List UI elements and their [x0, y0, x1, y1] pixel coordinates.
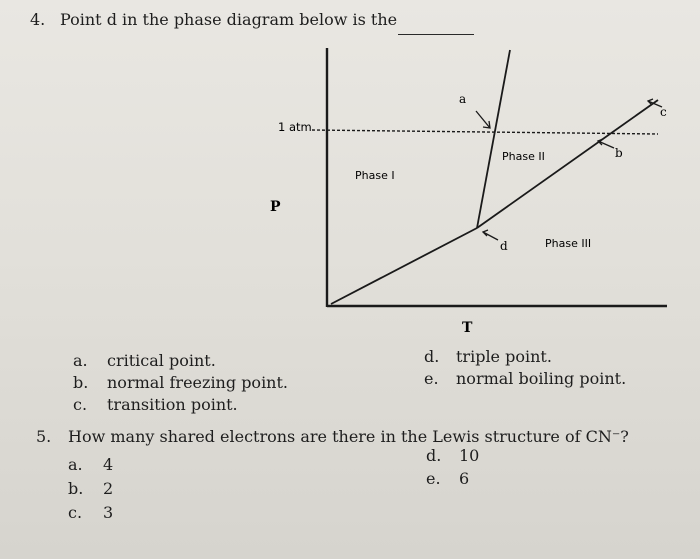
point-a-label: a: [459, 92, 467, 106]
vaporization-curve: [477, 100, 658, 228]
q4-option-e-text: normal boiling point.: [456, 369, 627, 388]
q4-option-d-text: triple point.: [456, 347, 552, 366]
point-a-arrow: [476, 111, 490, 128]
q5-option-e-letter: e.: [426, 469, 441, 488]
point-b-label: b: [615, 146, 623, 160]
q5-option-d-letter: d.: [426, 446, 442, 465]
question-5-number: 5.: [36, 427, 52, 446]
q4-option-d-letter: d.: [424, 347, 440, 366]
q4-option-b-letter: b.: [73, 373, 89, 392]
point-c-label: c: [660, 105, 667, 119]
point-d-arrow: [483, 232, 498, 240]
question-4-number: 4.: [30, 10, 46, 29]
point-b-arrow: [598, 141, 614, 148]
q5-option-c-text: 3: [103, 503, 114, 522]
q5-option-d-text: 10: [459, 446, 480, 465]
pressure-axis-label: P: [270, 199, 281, 215]
fusion-curve: [477, 50, 510, 228]
q5-option-c-letter: c.: [68, 503, 83, 522]
q5-option-e-text: 6: [459, 469, 470, 488]
phase-1-label: Phase I: [355, 169, 395, 182]
one-atm-label: 1 atm: [278, 120, 312, 134]
q4-option-b-text: normal freezing point.: [107, 373, 288, 392]
q4-option-a-text: critical point.: [107, 351, 216, 370]
question-4-prompt: Point d in the phase diagram below is the: [60, 10, 398, 29]
q5-option-b-letter: b.: [68, 479, 84, 498]
one-atm-dashed-line: [312, 130, 658, 134]
q5-option-a-letter: a.: [68, 455, 83, 474]
q5-option-a-text: 4: [103, 455, 114, 474]
q4-option-c-text: transition point.: [107, 395, 238, 414]
point-d-label: d: [500, 239, 508, 253]
q5-option-b-text: 2: [103, 479, 114, 498]
sublimation-curve: [331, 228, 477, 304]
q4-option-c-letter: c.: [73, 395, 88, 414]
temperature-axis-label: T: [462, 320, 473, 336]
q4-option-a-letter: a.: [73, 351, 88, 370]
phase-2-label: Phase II: [502, 150, 545, 163]
question-5-prompt: How many shared electrons are there in the Lewis structure of CN⁻?: [68, 427, 629, 446]
q4-option-e-letter: e.: [424, 369, 439, 388]
phase-3-label: Phase III: [545, 237, 592, 250]
